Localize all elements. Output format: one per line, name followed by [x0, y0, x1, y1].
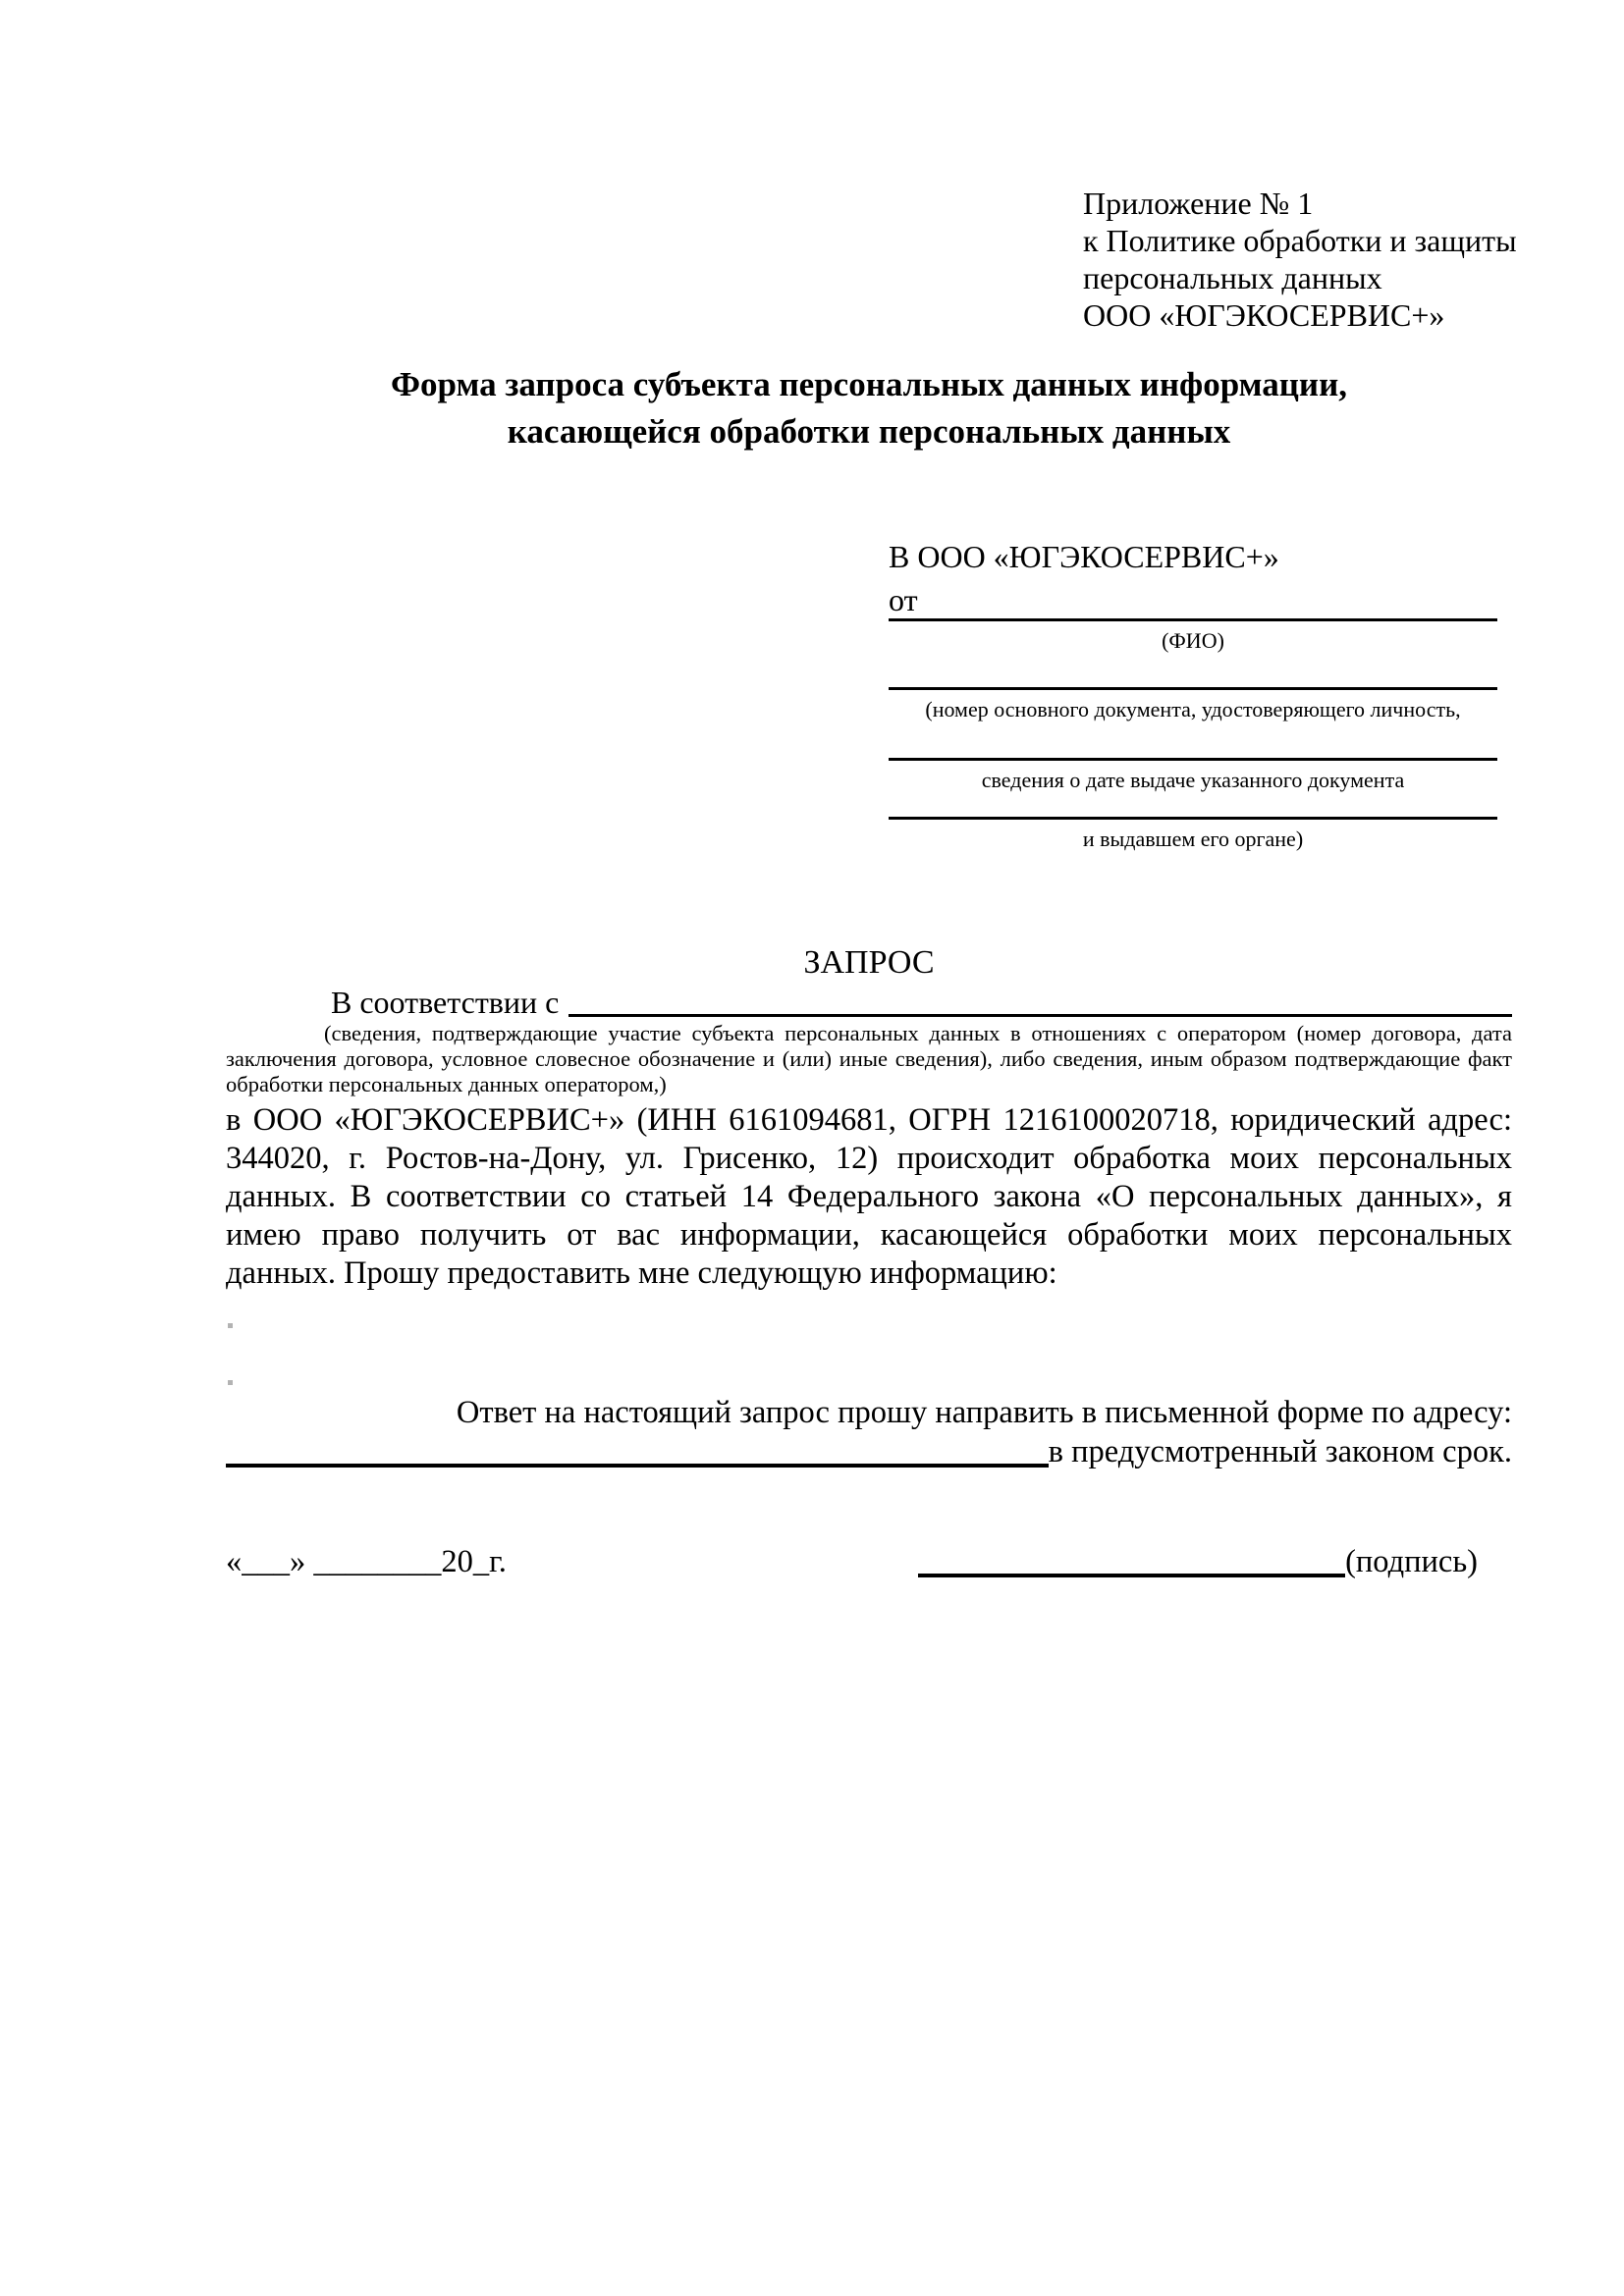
appendix-line-3: персональных данных	[1083, 260, 1382, 295]
reply-address-blank-line	[226, 1464, 1049, 1468]
date-field: «___» ________20_г.	[226, 1544, 507, 1579]
fio-label: (ФИО)	[1162, 628, 1224, 653]
issuer-label: и выдавшем его органе)	[1082, 827, 1304, 851]
issue-date-label: сведения о дате выдаче указанного документа	[981, 768, 1405, 792]
request-intro-text: В соответствии с	[331, 985, 560, 1020]
reply-address-row	[226, 1433, 1512, 1471]
issuer-blank-line	[889, 817, 1497, 820]
empty-bullet-dot-2	[228, 1380, 233, 1385]
appendix-line-4: ООО «ЮГЭКОСЕРВИС+»	[1083, 297, 1445, 333]
document-title-line-2: касающейся обработки персональных данных	[507, 412, 1231, 451]
fio-blank-line	[889, 618, 1497, 621]
request-body: в ООО «ЮГЭКОСЕРВИС+» (ИНН 6161094681, ОГРН 1216100020718, юридический адрес: 344020, г. Ростов-на-Дону, ул. Грисенко, 12) происходит обработка моих персональных данных. В соответствии со статьей 14 Федерального закона «О персональных данных», я имею право получить от вас информации, касающейся обработки моих персональных данных. Прошу предоставить мне следующую информацию:	[226, 1102, 1512, 1291]
basis-blank-line	[568, 1014, 1512, 1017]
request-heading: ЗАПРОС	[803, 944, 935, 981]
appendix-line-1: Приложение № 1	[1083, 186, 1314, 221]
reply-instruction: Ответ на настоящий запрос прошу направить в письменной форме по адресу:	[456, 1395, 1512, 1430]
signature-blank-line	[918, 1574, 1345, 1577]
document-title	[226, 361, 1512, 455]
appendix-line-2: к Политике обработки и защиты	[1083, 223, 1517, 258]
basis-note: (сведения, подтверждающие участие субъекта персональных данных в отношениях с оператором (номер договора, дата заключения договора, условное словесное обозначение и (или) иные сведения), либо сведения, иным образом подтверждающие факт обработки персональных данных оператором,)	[226, 1021, 1512, 1096]
appendix-header	[1083, 185, 1544, 334]
request-intro-row	[331, 984, 1512, 1021]
addressee-to: В ООО «ЮГЭКОСЕРВИС+»	[889, 539, 1279, 574]
signature-row	[918, 1543, 1478, 1581]
signature-label: (подпись)	[1345, 1544, 1478, 1579]
reply-deadline-text: в предусмотренный законом срок.	[1048, 1434, 1512, 1469]
doc-number-label: (номер основного документа, удостоверяющего личность,	[925, 697, 1461, 721]
doc-number-blank-line	[889, 687, 1497, 690]
empty-bullet-dot-1	[228, 1323, 233, 1328]
document-title-line-1: Форма запроса субъекта персональных данных информации,	[390, 365, 1348, 403]
issue-date-blank-line	[889, 758, 1497, 761]
addressee-from: от	[889, 582, 918, 617]
